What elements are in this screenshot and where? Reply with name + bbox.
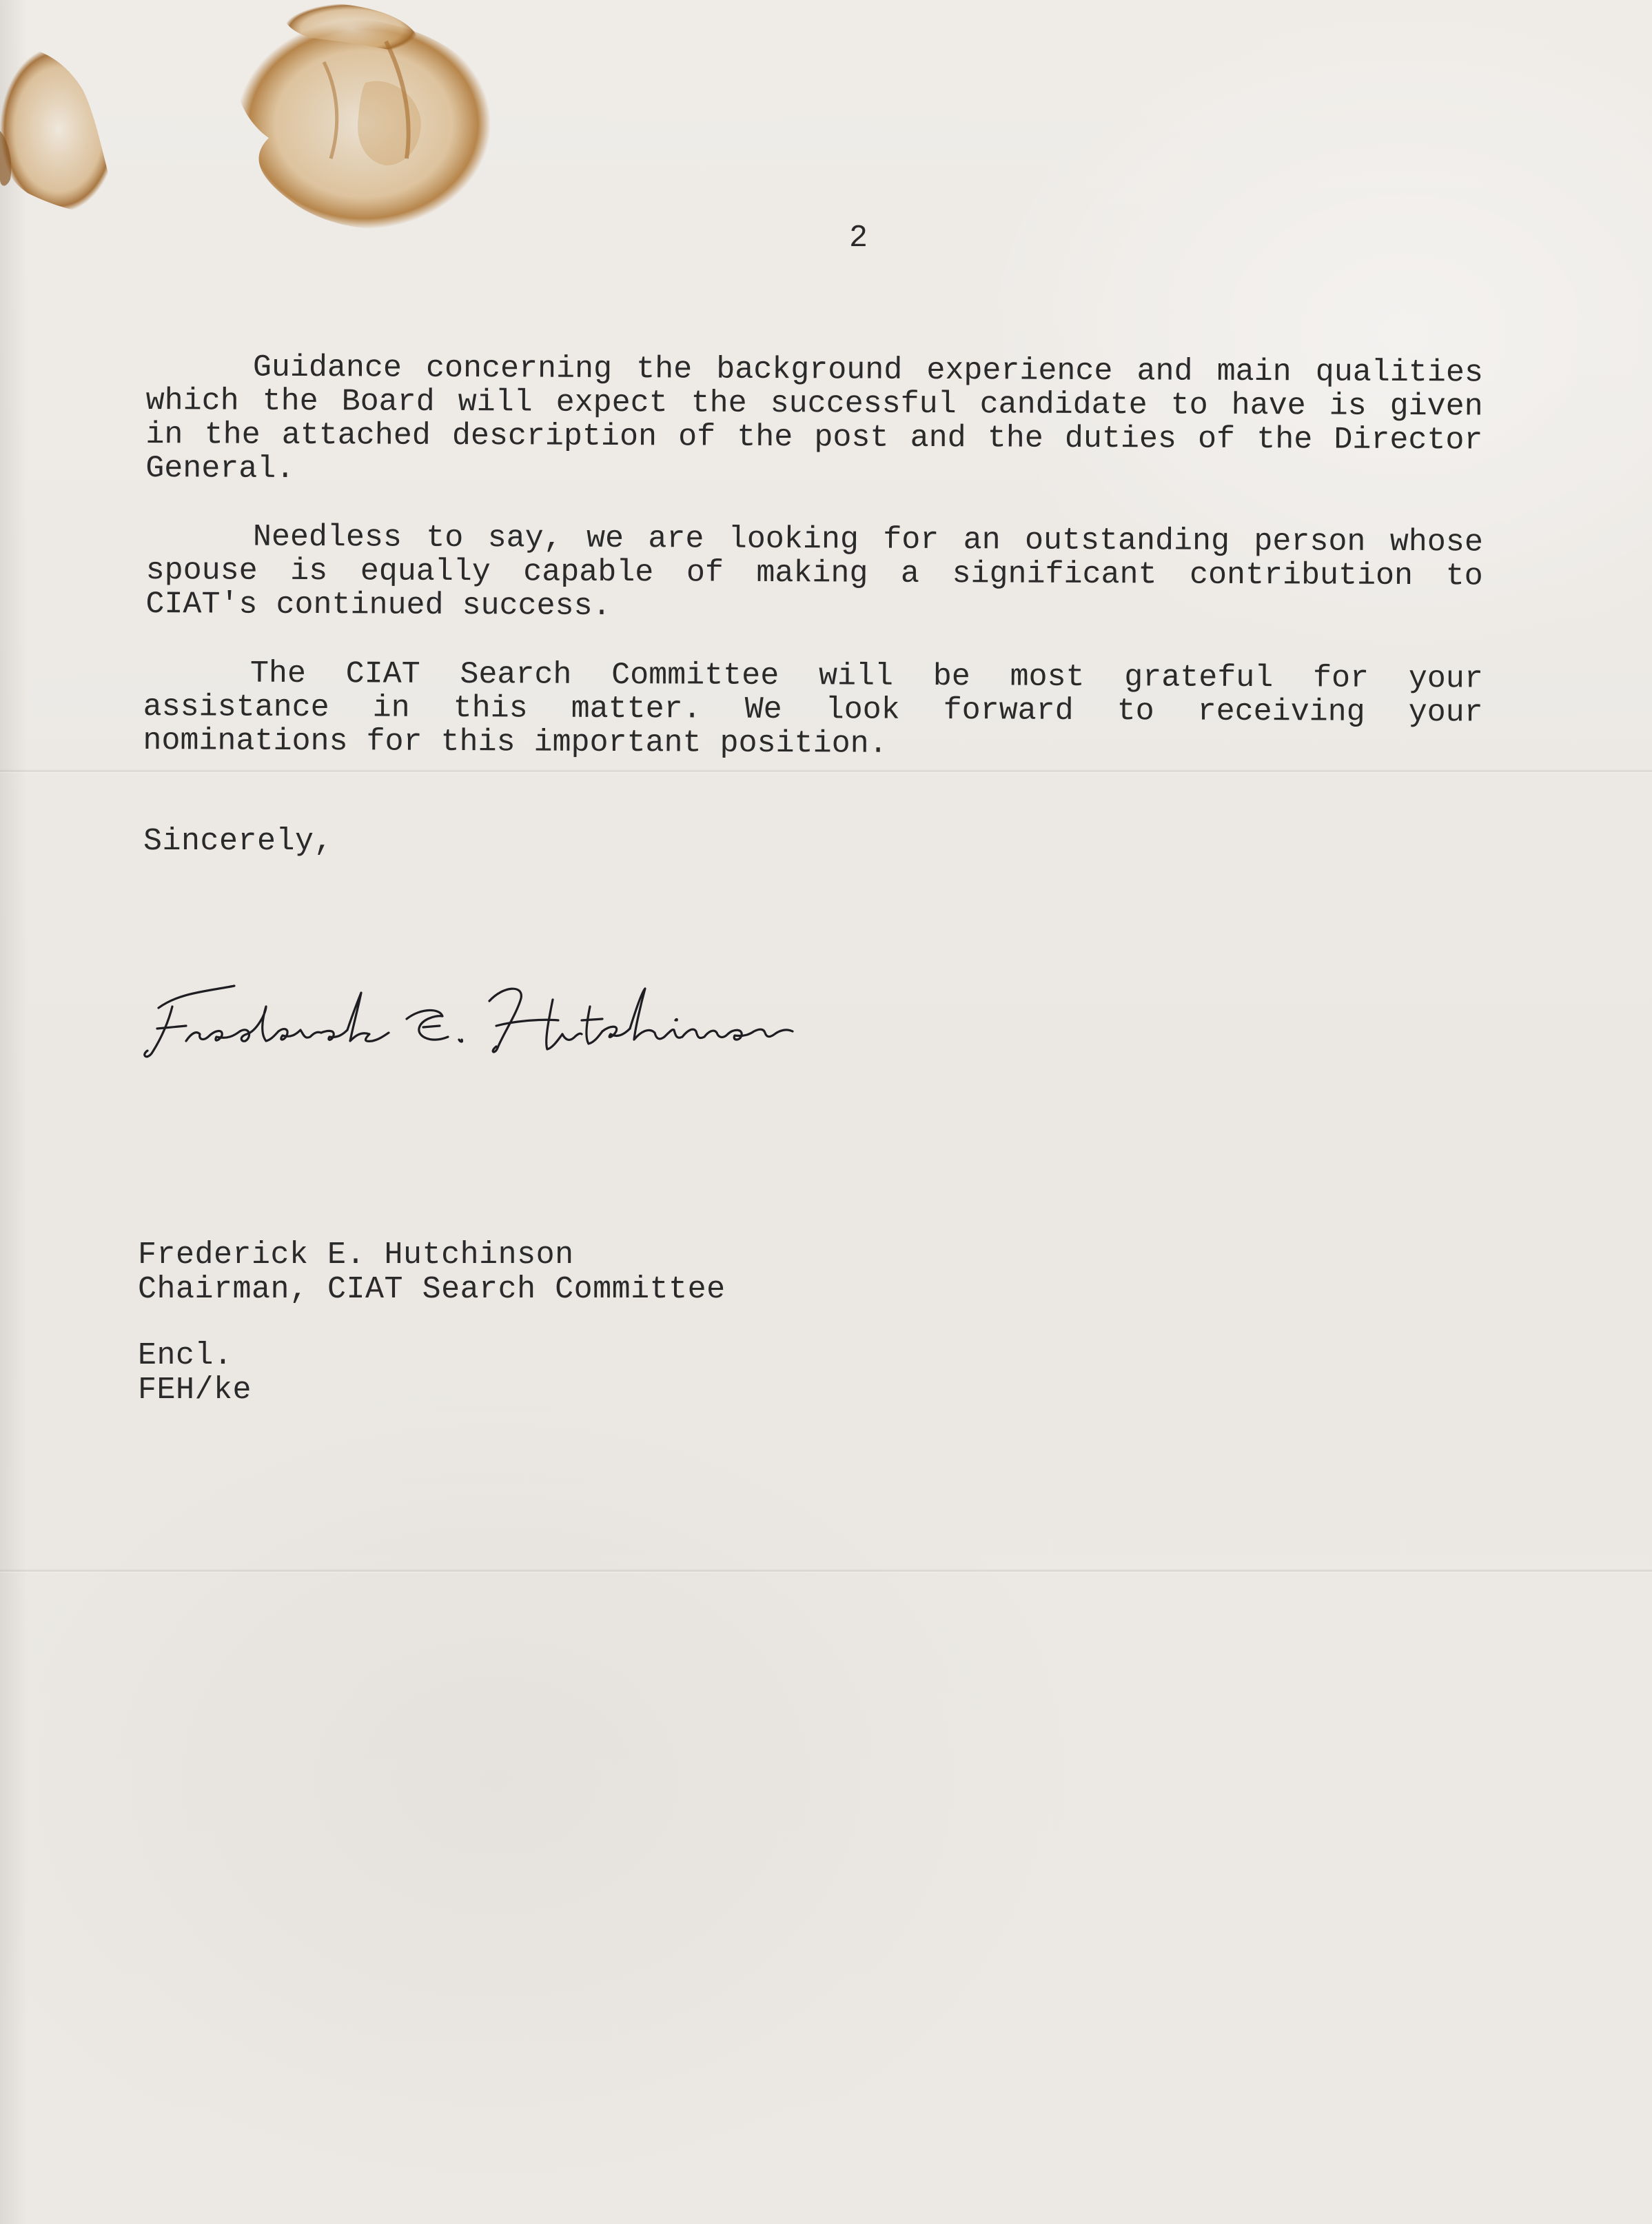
paragraph-text: Needless to say, we are looking for an outstanding person whose spouse is equally capable of making a significant contribution to CIAT's continued success. bbox=[145, 519, 1483, 624]
signer-name: Frederick E. Hutchinson bbox=[138, 1237, 574, 1273]
handwritten-signature bbox=[131, 965, 806, 1069]
paragraph-text: Guidance concerning the background experience and main qualities which the Board will expect the successful candidate to have is given in the attached description of the post and the duties of the Director General. bbox=[145, 350, 1483, 487]
paper-fold-line bbox=[0, 769, 1652, 774]
paper-fold-line bbox=[0, 1569, 1652, 1573]
paragraph-text: The CIAT Search Committee will be most grateful for your assistance in this matter. We look forward to receiving your nominations for this important position. bbox=[143, 656, 1483, 762]
paragraph-indent bbox=[143, 681, 250, 682]
body-paragraph bbox=[145, 350, 1483, 491]
body-paragraph bbox=[145, 520, 1483, 627]
signer-title: Chairman, CIAT Search Committee bbox=[138, 1272, 726, 1307]
enclosure-note: Encl. bbox=[138, 1338, 233, 1373]
body-paragraph bbox=[143, 656, 1483, 763]
coffee-stain bbox=[0, 0, 551, 248]
paper-edge-shadow bbox=[0, 0, 28, 2224]
reference-initials: FEH/ke bbox=[138, 1373, 252, 1408]
closing: Sincerely, bbox=[143, 824, 334, 859]
paragraph-indent bbox=[146, 375, 253, 376]
page-number: 2 bbox=[849, 221, 868, 256]
